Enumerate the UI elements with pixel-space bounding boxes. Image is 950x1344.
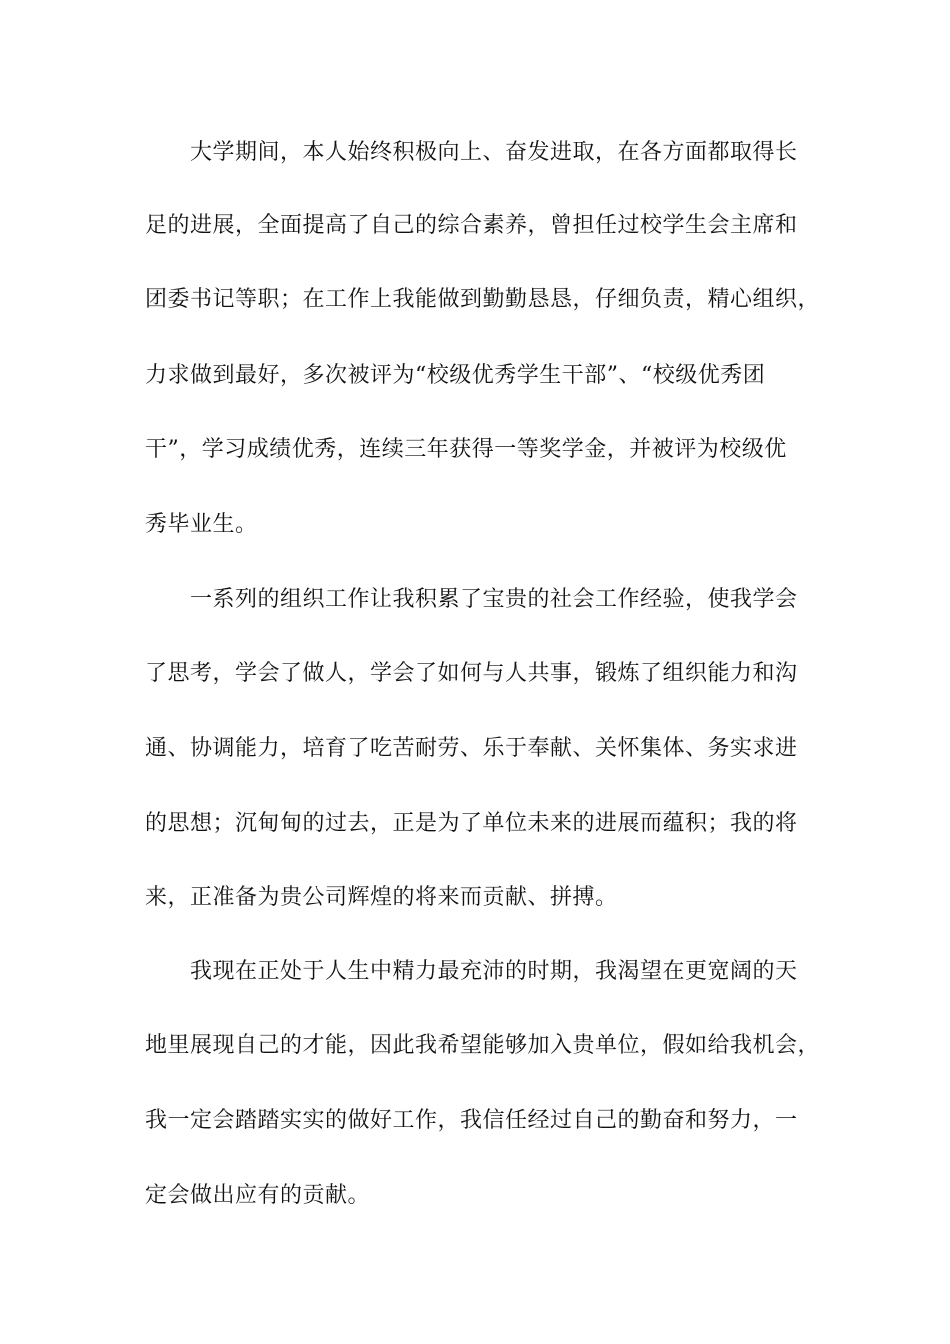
text-line: 一系列的组织工作让我积累了宝贵的社会工作经验，使我学会 <box>190 587 798 612</box>
text-line: 的思想；沉甸甸的过去，正是为了单位未来的进展而蕴积；我的将 <box>145 811 798 836</box>
text-line: 地里展现自己的才能，因此我希望能够加入贵单位，假如给我机会， <box>145 1033 821 1058</box>
text-line: 了思考，学会了做人，学会了如何与人共事，锻炼了组织能力和沟 <box>145 661 798 686</box>
text-line: 团委书记等职；在工作上我能做到勤勤恳恳，仔细负责，精心组织， <box>145 287 821 312</box>
text-line: 通、协调能力，培育了吃苦耐劳、乐于奉献、关怀集体、务实求进 <box>145 736 798 761</box>
text-line: 干”，学习成绩优秀，连续三年获得一等奖学金，并被评为校级优 <box>145 437 787 462</box>
text-line: 足的进展，全面提高了自己的综合素养，曾担任过校学生会主席和 <box>145 213 798 238</box>
text-line: 大学期间，本人始终积极向上、奋发进取，在各方面都取得长 <box>190 140 798 165</box>
text-line: 我现在正处于人生中精力最充沛的时期，我渴望在更宽阔的天 <box>190 959 798 984</box>
text-line: 秀毕业生。 <box>145 512 258 537</box>
text-line: 定会做出应有的贡献。 <box>145 1183 371 1208</box>
text-line: 力求做到最好，多次被评为“校级优秀学生干部”、“校级优秀团 <box>145 363 766 388</box>
text-line: 来，正准备为贵公司辉煌的将来而贡献、拼搏。 <box>145 885 618 910</box>
text-line: 我一定会踏踏实实的做好工作，我信任经过自己的勤奋和努力，一 <box>145 1108 798 1133</box>
